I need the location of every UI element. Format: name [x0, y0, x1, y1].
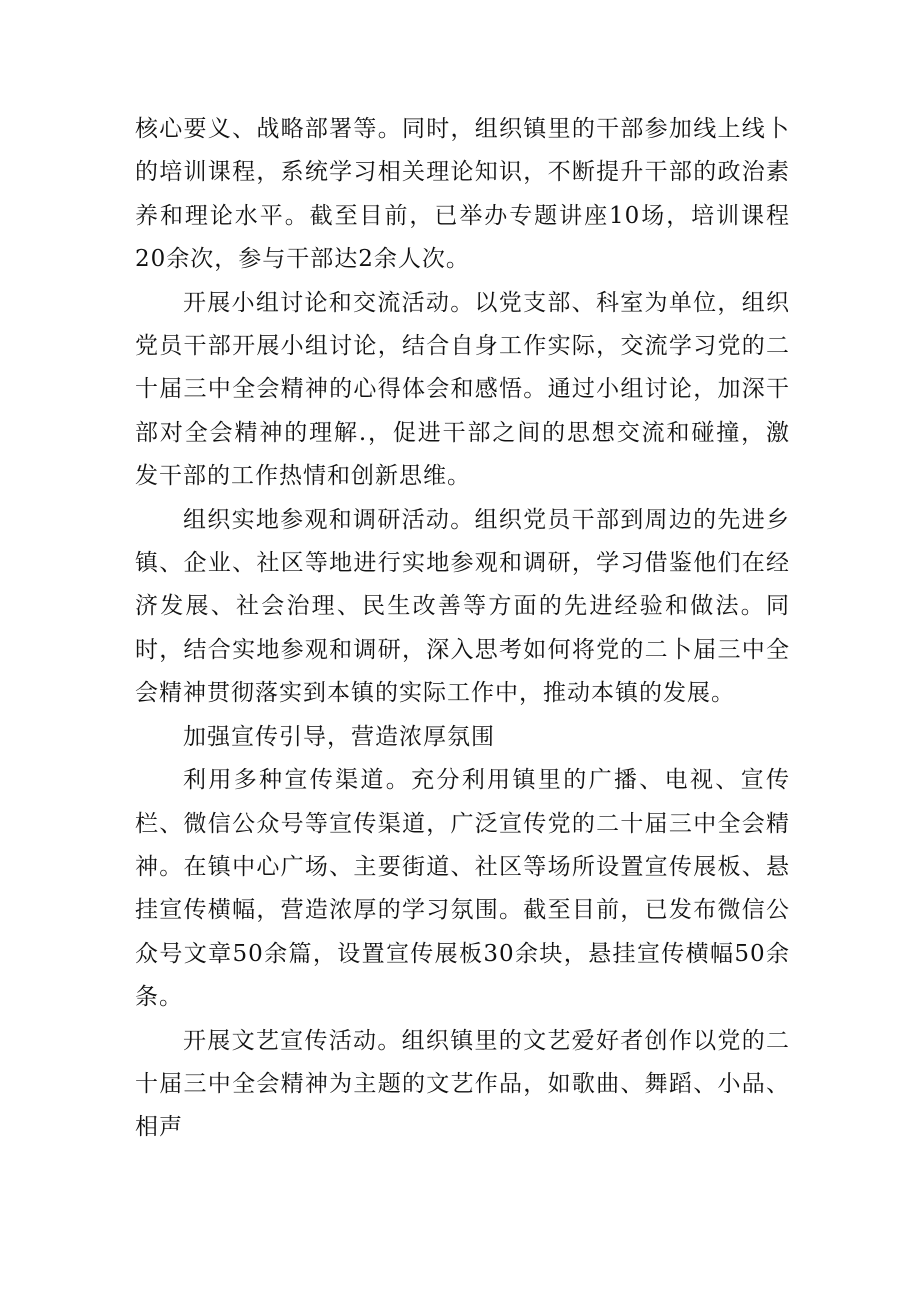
paragraph-art-activities: 开展文艺宣传活动。组织镇里的文艺爱好者创作以党的二十届三中全会精神为主题的文艺作品，如歌曲、舞蹈、小品、相声 — [135, 1027, 790, 1141]
paragraph-group-discussion: 开展小组讨论和交流活动。以党支部、科室为单位，组织党员干部开展小组讨论，结合自身工作实际，交流学习党的二十届三中全会精神的心得体会和感悟。通过小组讨论，加深干部对全会精神的理解.，促进干部之间的思想交流和碰撞，激发干部的工作热情和创新思维。 — [135, 289, 790, 490]
paragraph-publicity-channels: 利用多种宣传渠道。充分利用镇里的广播、电视、宣传栏、微信公众号等宣传渠道，广泛宣传党的二十届三中全会精神。在镇中心广场、主要街道、社区等场所设置宣传展板、悬挂宣传横幅，营造浓厚的学习氛围。截至目前，已发布微信公众号文章50余篇，设置宣传展板30余块，悬挂宣传横幅50余条。 — [135, 767, 790, 1011]
paragraph-field-visit: 组织实地参观和调研活动。组织党员干部到周边的先进乡镇、企业、社区等地进行实地参观和调研，学习借鉴他们在经济发展、社会治理、民生改善等方面的先进经验和做法。同时，结合实地参观和调研，深入思考如何将党的二卜届三中全会精神贯彻落实到本镇的实际工作中，推动本镇的发展。 — [135, 506, 790, 707]
paragraph-training: 核心要义、战略部署等。同时，组织镇里的干部参加线上线卜的培训课程，系统学习相关理论知识，不断提升干部的政治素养和理论水平。截至目前，已举办专题讲座10场，培训课程20余次，参与干部达2余人次。 — [135, 116, 790, 273]
section-heading-publicity: 加强宣传引导，营造浓厚氛围 — [183, 723, 495, 750]
document-page — [135, 108, 790, 1150]
